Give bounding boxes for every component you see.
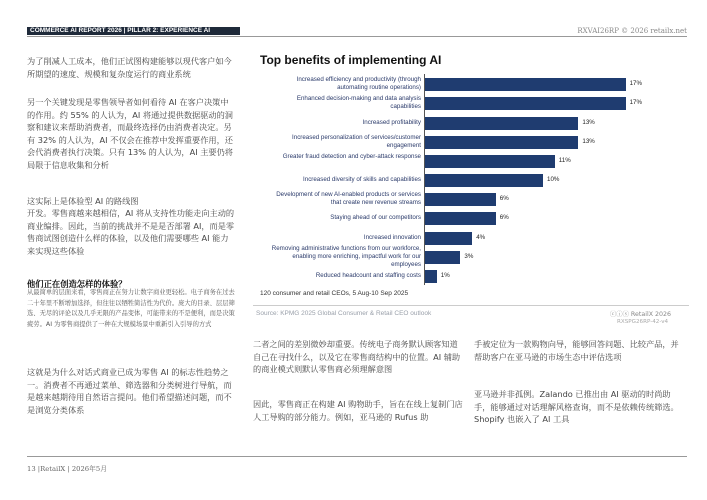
data-label: 4% — [476, 234, 486, 241]
data-label: 13% — [582, 119, 595, 126]
bar — [425, 270, 437, 283]
bar — [425, 251, 460, 264]
category-label: Increased innovation — [363, 234, 421, 241]
right-paragraph-2: 亚马逊并非孤例。Zalando 已推出由 AI 驱动的时尚助手，能够通过对话理解风格查询，而不是依赖传统筛选。Shopify 也嵌入了 AI 工具 — [474, 389, 679, 424]
category-label: Greater fraud detection and cyber-attack response — [282, 153, 421, 160]
category-label: Increased profitability — [362, 119, 421, 126]
bar — [425, 136, 578, 149]
category-label: Enhanced decision-making and data analysis capabilities — [296, 95, 421, 110]
data-label: 6% — [499, 214, 509, 221]
figure-id: RXSPG26RP-42-v4 — [617, 319, 669, 325]
right-paragraph-1: 手被定位为一款购物向导，能够回答问题、比较产品，并帮助客户在亚马逊的市场生态中评估选项 — [474, 339, 679, 362]
chart-note: 120 consumer and retail CEOs, 5 Aug-10 Sep 2025 — [260, 290, 409, 297]
bar — [425, 193, 496, 206]
chart-title: Top benefits of implementing AI — [260, 53, 442, 67]
source-rule — [253, 305, 689, 306]
header-report-label: COMMERCE AI REPORT 2026 | PILLAR 2: EXPERIENCE AI — [30, 27, 211, 34]
license-badge — [610, 309, 671, 318]
left-paragraph-3: 这实际上是体验型 AI 的路线图 — [27, 196, 139, 206]
category-label: Removing administrative functions from our workforce, enabling more enriching, impactful work for our employees — [271, 245, 421, 268]
mid-paragraph-2: 因此，零售商正在构建 AI 购物助手，旨在在线上复制门店人工导购的部分能力。例如，亚马逊的 Rufus 助 — [253, 399, 463, 422]
data-label: 1% — [440, 272, 450, 279]
section-heading: 他们正在创造怎样的体验？ — [27, 279, 127, 289]
bar — [425, 117, 578, 130]
footer-rule — [27, 456, 687, 457]
bar — [425, 78, 626, 91]
category-label: Increased efficiency and productivity (through automating routine operations) — [296, 76, 421, 91]
category-label: Development of new AI-enabled products or services that create new revenue streams — [276, 191, 421, 206]
left-paragraph-1: 为了削减人工成本，他们正试图构建能够以现代客户如今所期望的速度、规模和复杂度运行的商业系统 — [27, 56, 232, 79]
header-rule — [27, 36, 687, 37]
data-label: 6% — [499, 195, 509, 202]
bar — [425, 97, 626, 110]
header-copyright: RXVAI26RP © 2026 retailx.net — [577, 27, 687, 35]
category-label: Reduced headcount and staffing costs — [315, 272, 421, 279]
category-label: Staying ahead of our competitors — [330, 214, 421, 221]
data-label: 13% — [582, 138, 595, 145]
license-text: RetailX 2026 — [630, 311, 672, 318]
bar — [425, 174, 543, 187]
data-label: 10% — [547, 176, 560, 183]
left-paragraph-4: 开发。零售商越来越相信，AI 将从支持性功能走向主动的商业编排。因此，当前的挑战并不是是否部署 AI，而是零售商试图创造什么样的体验，以及他们需要哪些 AI 能力来实现这些体验 — [27, 208, 235, 256]
left-paragraph-2: 另一个关键发现是零售领导者如何看待 AI 在客户决策中的作用。约 55% 的人认为，AI 将通过提供数据驱动的洞察和建议来帮助消费者，而最终选择仍由消费者决定。另有 32% 的人认为，AI 不仅会在推荐中发挥重要作用，还会代消费者执行决策。只有 13% 的人认为，AI 主要仍将局限于信息收集和分析 — [27, 97, 233, 170]
page-footer: 13 |RetailX | 2026年5月 — [27, 465, 108, 473]
data-label: 17% — [629, 80, 642, 87]
bar — [425, 212, 496, 225]
bar — [425, 155, 555, 168]
cc-license-icon: ⓒⓘⓢ — [610, 311, 629, 318]
category-label: Increased diversity of skills and capabilities — [303, 176, 421, 183]
chart-axis — [424, 74, 425, 285]
bar — [425, 232, 472, 245]
data-label: 17% — [629, 99, 642, 106]
category-label: Increased personalization of services/customer engagement — [292, 134, 421, 149]
mid-paragraph-1: 二者之间的差别微妙却重要。传统电子商务默认顾客知道自己在寻找什么，以及它在零售商结构中的位置。AI 辅助的商业模式则默认零售商必须理解意图 — [253, 339, 461, 374]
data-label: 3% — [464, 253, 474, 260]
left-paragraph-6: 这就是为什么对话式商业已成为零售 AI 的标志性趋势之一。消费者不再通过菜单、筛选器和分类树进行导航，而是越来越期待用自然语言提问。他们希望描述问题，而不是浏览分类体系 — [27, 367, 232, 415]
left-paragraph-5: 从最简单的层面来看，零售商正在努力让数字商业更轻松。电子商务在过去二十年里不断增加选择，但往往以牺牲简洁性为代价。庞大的目录、层层筛选、无尽的评论以及几乎无限的产品变体，可能带来的不是便利，而是决策疲劳。AI 为零售商提供了一种在大规模场景中重新引入引导的方式 — [27, 289, 235, 328]
chart-source: Source: KPMG 2025 Global Consumer & Retail CEO outlook — [256, 310, 432, 317]
data-label: 11% — [558, 157, 571, 164]
